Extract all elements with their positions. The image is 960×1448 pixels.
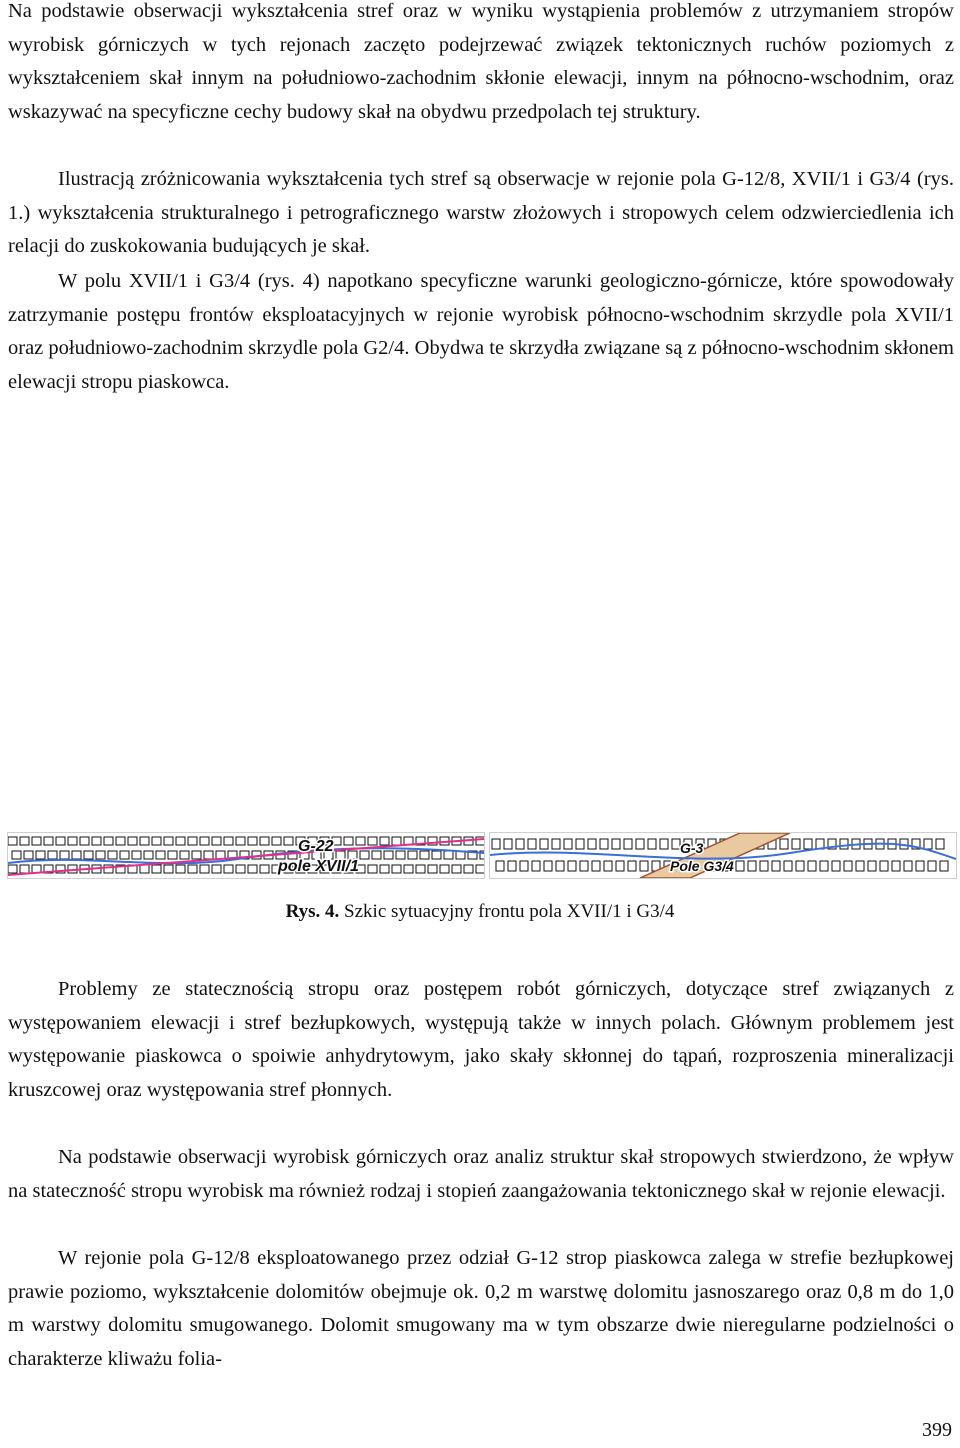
map-g3-pole-g34 [490,833,956,878]
caption-label: Rys. 4. [285,901,340,922]
figure-caption [0,897,960,927]
map-label-g3: G-3 [680,840,704,856]
page-number: 399 [922,1419,952,1441]
paragraph-observations: Na podstawie obserwacji wyrobisk górniczych oraz analiz struktur skał stropowych stwierdzono, że wpływ na stateczność stropu wyrobisk ma również rodzaj i stopień zaangażowania tektonicznego skał w rejonie elewacji. [8,1146,954,1202]
map-label-pole-xvii1: pole XVII/1 [278,858,359,875]
map-label-pole-g34: Pole G3/4 [670,858,734,874]
paragraph-intro: Na podstawie obserwacji wykształcenia stref oraz w wyniku wystąpienia problemów z utrzymaniem stropów wyrobisk górniczych w tych rejonach zaczęto podejrzewać związek tektonicznych ruchów poziomych z wykształceniem skał innym na południowo-zachodnim skłonie elewacji, innym na północno-wschodnim, oraz wskazywać na specyficzne cechy budowy skał na obydwu przedpolach tej struktury. [8,0,954,123]
paragraph-problems: Problemy ze statecznością stropu oraz postępem robót górniczych, dotyczące stref związanych z występowaniem elewacji i stref bezłupkowych, występują także w innych polach. Głównym problemem jest występowanie piaskowca o spoiwie anhydrytowym, jako skały skłonnej do tąpań, rozproszenia mineralizacji kruszcowej oraz występowania stref płonnych. [8,978,954,1101]
map-label-g22: G-22 [298,838,334,855]
paragraph-field-conditions: W polu XVII/1 i G3/4 (rys. 4) napotkano specyficzne warunki geologiczno-górnicze, które spowodowały zatrzymanie postępu frontów eksploatacyjnych w rejonie wyrobisk północno-wschodnim skrzydle pola XVII/1 oraz południowo-zachodnim skrzydle pola G2/4. Obydwa te skrzydła związane są z północno-wschodnim skłonem elewacji stropu piaskowca. [8,270,954,393]
paragraph-g12-field: W rejonie pola G-12/8 eksploatowanego przez odział G-12 strop piaskowca zalega w strefie bezłupkowej prawie poziomo, wykształcenie dolomitów obejmuje ok. 0,2 m warstwę dolomitu jasnoszarego oraz 0,8 m do 1,0 m warstwy dolomitu smugowanego. Dolomit smugowany ma w tym obszarze dwie nieregularne podzielności o charakterze kliważu folia- [8,1247,954,1370]
paragraph-illustration: Ilustracją zróżnicowania wykształcenia tych stref są obserwacje w rejonie pola G-12/8, XVII/1 i G3/4 (rys. 1.) wykształcenia strukturalnego i petrograficznego warstw złożowych i stropowych celem odzwierciedlenia ich relacji do zuskokowania budujących je skał. [8,168,954,257]
caption-text: Szkic sytuacyjny frontu pola XVII/1 i G3/4 [339,901,675,922]
map-g22-pole-xvii1 [8,833,484,878]
